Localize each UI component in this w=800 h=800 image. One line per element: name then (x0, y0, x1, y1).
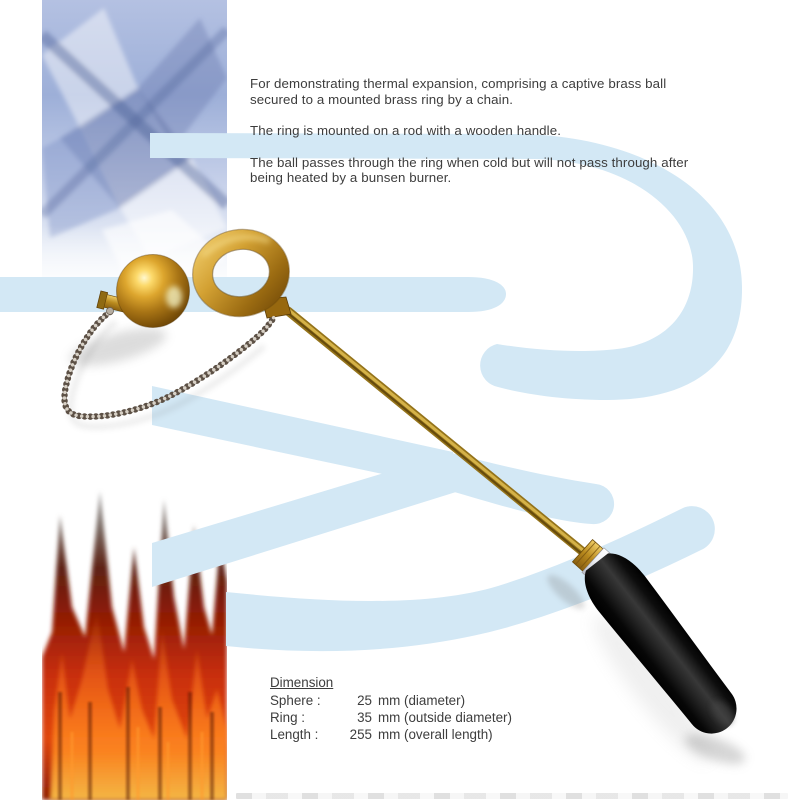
dimension-detail: mm (outside diameter) (378, 710, 512, 725)
description-line: being heated by a bunsen burner. (250, 170, 452, 186)
dimension-amount: 35 (357, 710, 372, 725)
dimensions-title: Dimension (270, 675, 334, 690)
description-paragraph-1 (250, 76, 776, 107)
dimension-detail: mm (overall length) (378, 727, 493, 742)
product-description (250, 76, 776, 202)
dimensions-section (270, 674, 512, 743)
dimension-label: Sphere : (270, 693, 321, 708)
dimension-label: Length : (270, 727, 319, 742)
dimension-detail: mm (diameter) (378, 693, 466, 708)
dimension-amount: 25 (357, 693, 372, 708)
dimension-amount: 255 (349, 727, 372, 742)
description-line: secured to a mounted brass ring by a chain. (250, 91, 513, 107)
cropped-bottom-bar (236, 793, 788, 799)
dimension-row-length (270, 726, 512, 743)
description-line: The ring is mounted on a rod with a wooden handle. (250, 123, 562, 139)
dimension-row-sphere (270, 692, 512, 709)
description-line: The ball passes through the ring when cold but will not pass through after (250, 154, 689, 170)
description-paragraph-3 (250, 155, 776, 186)
description-line: For demonstrating thermal expansion, comprising a captive brass ball (250, 76, 667, 91)
brass-ball (117, 255, 190, 328)
dimension-label: Ring : (270, 710, 305, 725)
dimension-row-ring (270, 709, 512, 726)
description-paragraph-2 (250, 123, 776, 139)
brass-rod (287, 309, 588, 559)
